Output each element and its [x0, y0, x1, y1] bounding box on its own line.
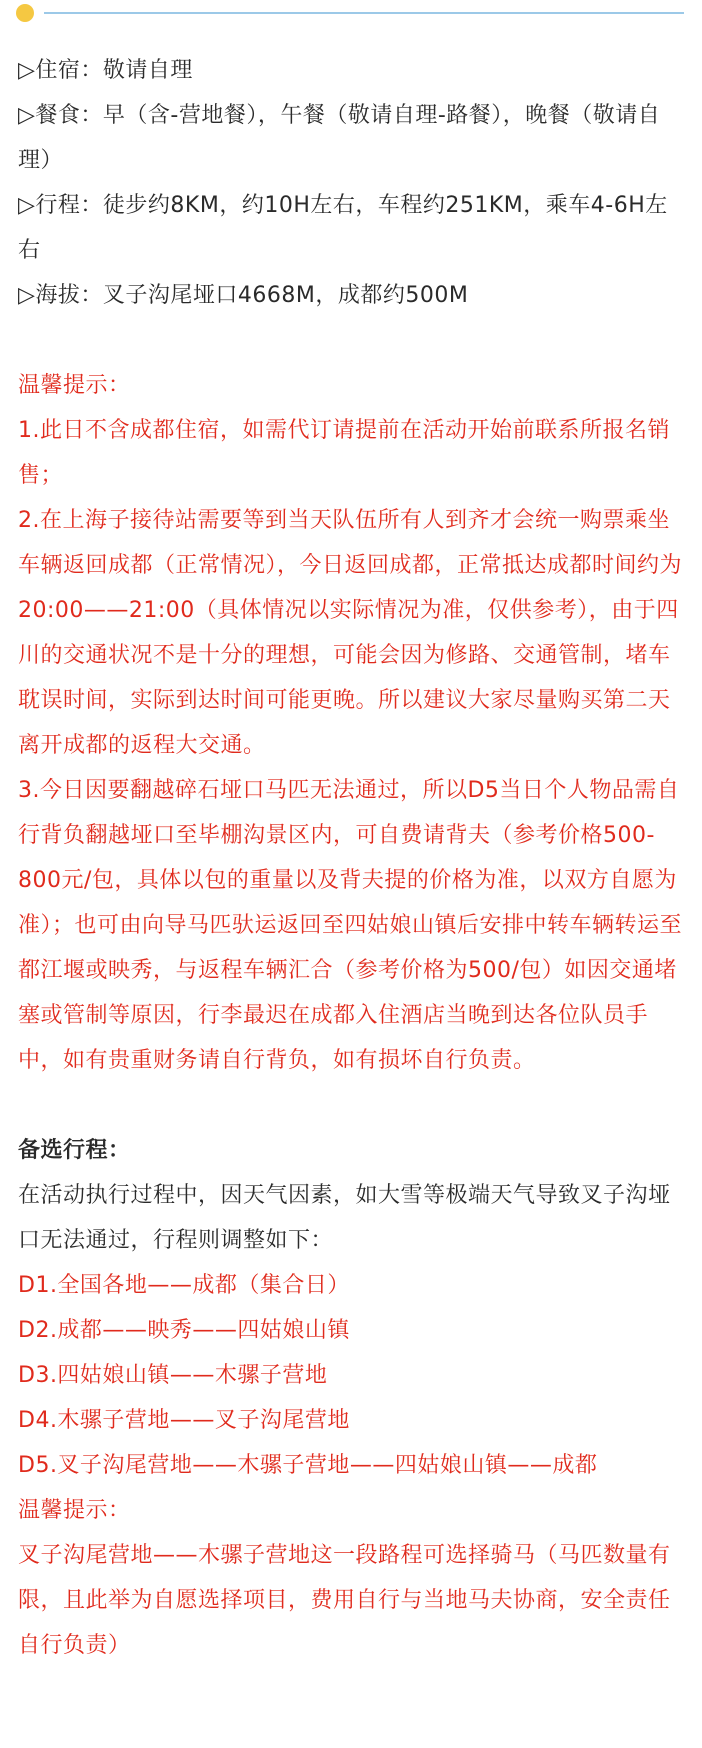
alternate-intro: 在活动执行过程中，因天气因素，如大雪等极端天气导致叉子沟垭口无法通过，行程则调整如下：: [18, 1183, 671, 1253]
divider-line: [44, 12, 684, 14]
alternate-day-1: D1.全国各地——成都（集合日）: [18, 1273, 350, 1298]
lodging-info: ▷住宿：敬请自理: [18, 58, 193, 83]
altitude-info: ▷海拔：叉子沟尾垭口4668M，成都约500M: [18, 283, 469, 308]
alternate-tip-title: 温馨提示：: [18, 1498, 131, 1523]
tip-item-3: 3.今日因要翻越碎石垭口马匹无法通过，所以D5当日个人物品需自行背负翻越垭口至毕棚沟景区内，可自费请背夫（参考价格500-800元/包，具体以包的重量以及背夫提的价格为准，以双方自愿为准）；也可由向导马匹驮运返回至四姑娘山镇后安排中转车辆转运至都江堰或映秀，与返程车辆汇合（参考价格为500/包）如因交通堵塞或管制等原因，行李最迟在成都入住酒店当晚到达各位队员手中，如有贵重财务请自行背负，如有损坏自行负责。: [18, 778, 683, 1073]
top-divider: [0, 0, 702, 30]
tips-title: 温馨提示：: [18, 373, 131, 398]
alternate-day-3: D3.四姑娘山镇——木骡子营地: [18, 1363, 328, 1388]
alternate-title: 备选行程：: [18, 1138, 131, 1163]
alternate-tip-text: 叉子沟尾营地——木骡子营地这一段路程可选择骑马（马匹数量有限，且此举为自愿选择项目，费用自行与当地马夫协商，安全责任自行负责）: [18, 1543, 671, 1658]
article-body: [18, 48, 686, 1668]
tip-item-2: 2.在上海子接待站需要等到当天队伍所有人到齐才会统一购票乘坐车辆返回成都（正常情况），今日返回成都，正常抵达成都时间约为20:00——21:00（具体情况以实际情况为准，仅供参考），由于四川的交通状况不是十分的理想，可能会因为修路、交通管制，堵车耽误时间，实际到达时间可能更晚。所以建议大家尽量购买第二天离开成都的返程大交通。: [18, 508, 683, 758]
alternate-day-5: D5.叉子沟尾营地——木骡子营地——四姑娘山镇——成都: [18, 1453, 598, 1478]
tip-item-1: 1.此日不含成都住宿，如需代订请提前在活动开始前联系所报名销售；: [18, 418, 670, 488]
spacer: [18, 1083, 686, 1128]
meals-info: ▷餐食：早（含-营地餐），午餐（敬请自理-路餐），晚餐（敬请自理）: [18, 103, 661, 173]
alternate-day-4: D4.木骡子营地——叉子沟尾营地: [18, 1408, 350, 1433]
yellow-dot-icon: [16, 4, 34, 22]
spacer: [18, 318, 686, 363]
itinerary-info: ▷行程：徒步约8KM，约10H左右，车程约251KM，乘车4-6H左右: [18, 193, 668, 263]
alternate-day-2: D2.成都——映秀——四姑娘山镇: [18, 1318, 350, 1343]
